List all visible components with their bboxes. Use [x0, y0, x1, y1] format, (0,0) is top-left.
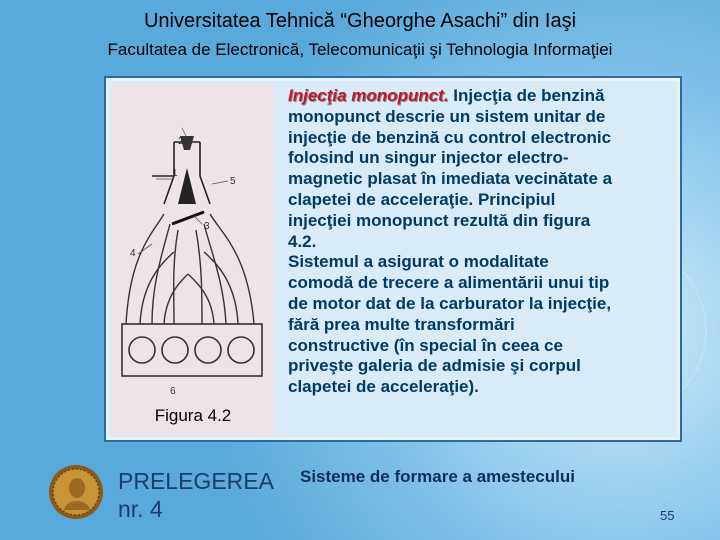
university-title: Universitatea Tehnică “Gheorghe Asachi” din Iaşi: [143, 10, 577, 32]
body-text: [288, 86, 674, 398]
course-subject: Sisteme de formare a amestecului: [300, 467, 575, 486]
label-5: 5: [230, 176, 236, 187]
body-line: priveşte galeria de admisie şi corpul: [288, 356, 581, 376]
body-line: Injecţia de benzină: [448, 86, 605, 105]
body-line: magnetic plasat în imediata vecinătate a: [288, 169, 613, 189]
medal-logo-icon: [48, 464, 104, 520]
label-1: 1: [172, 168, 178, 179]
figure-caption: Figura 4.2: [154, 406, 232, 425]
faculty-title: Facultatea de Electronică, Telecomunicaţii şi Tehnologia Informaţiei: [107, 40, 613, 59]
label-3: 3: [204, 221, 210, 232]
body-line: de motor dat de la carburator la injecţie,: [288, 293, 612, 313]
lecture-line-2: nr. 4: [118, 496, 163, 522]
lecture-line-1: PRELEGEREA: [118, 468, 274, 494]
body-line: comodă de trecere a alimentării unui tip: [288, 273, 610, 293]
page-number: 55: [660, 508, 675, 523]
engine-diagram: [112, 84, 274, 404]
body-line: clapetei de acceleraţie. Principiul: [288, 189, 556, 209]
section-title: Injecţia monopunct.: [288, 86, 449, 105]
label-6: 6: [170, 386, 176, 397]
figure-panel: [112, 84, 274, 436]
body-line: constructive (în special în ceea ce: [288, 335, 563, 355]
body-line: Sistemul a asigurat o modalitate: [288, 252, 549, 272]
body-line: fără prea multe transformări: [288, 314, 515, 334]
label-4: 4: [130, 248, 136, 259]
lecture-label: [118, 467, 274, 523]
body-line: injecţie de benzină cu control electronic: [288, 127, 612, 147]
body-line: clapetei de acceleraţie).: [288, 377, 479, 397]
body-line: monopunct descrie un sistem unitar de: [288, 106, 606, 126]
label-2: 2: [178, 136, 184, 147]
body-line: folosind un singur injector electro-: [288, 148, 569, 168]
body-line: 4.2.: [288, 231, 317, 251]
body-line: injecţiei monopunct rezultă din figura: [288, 210, 591, 230]
